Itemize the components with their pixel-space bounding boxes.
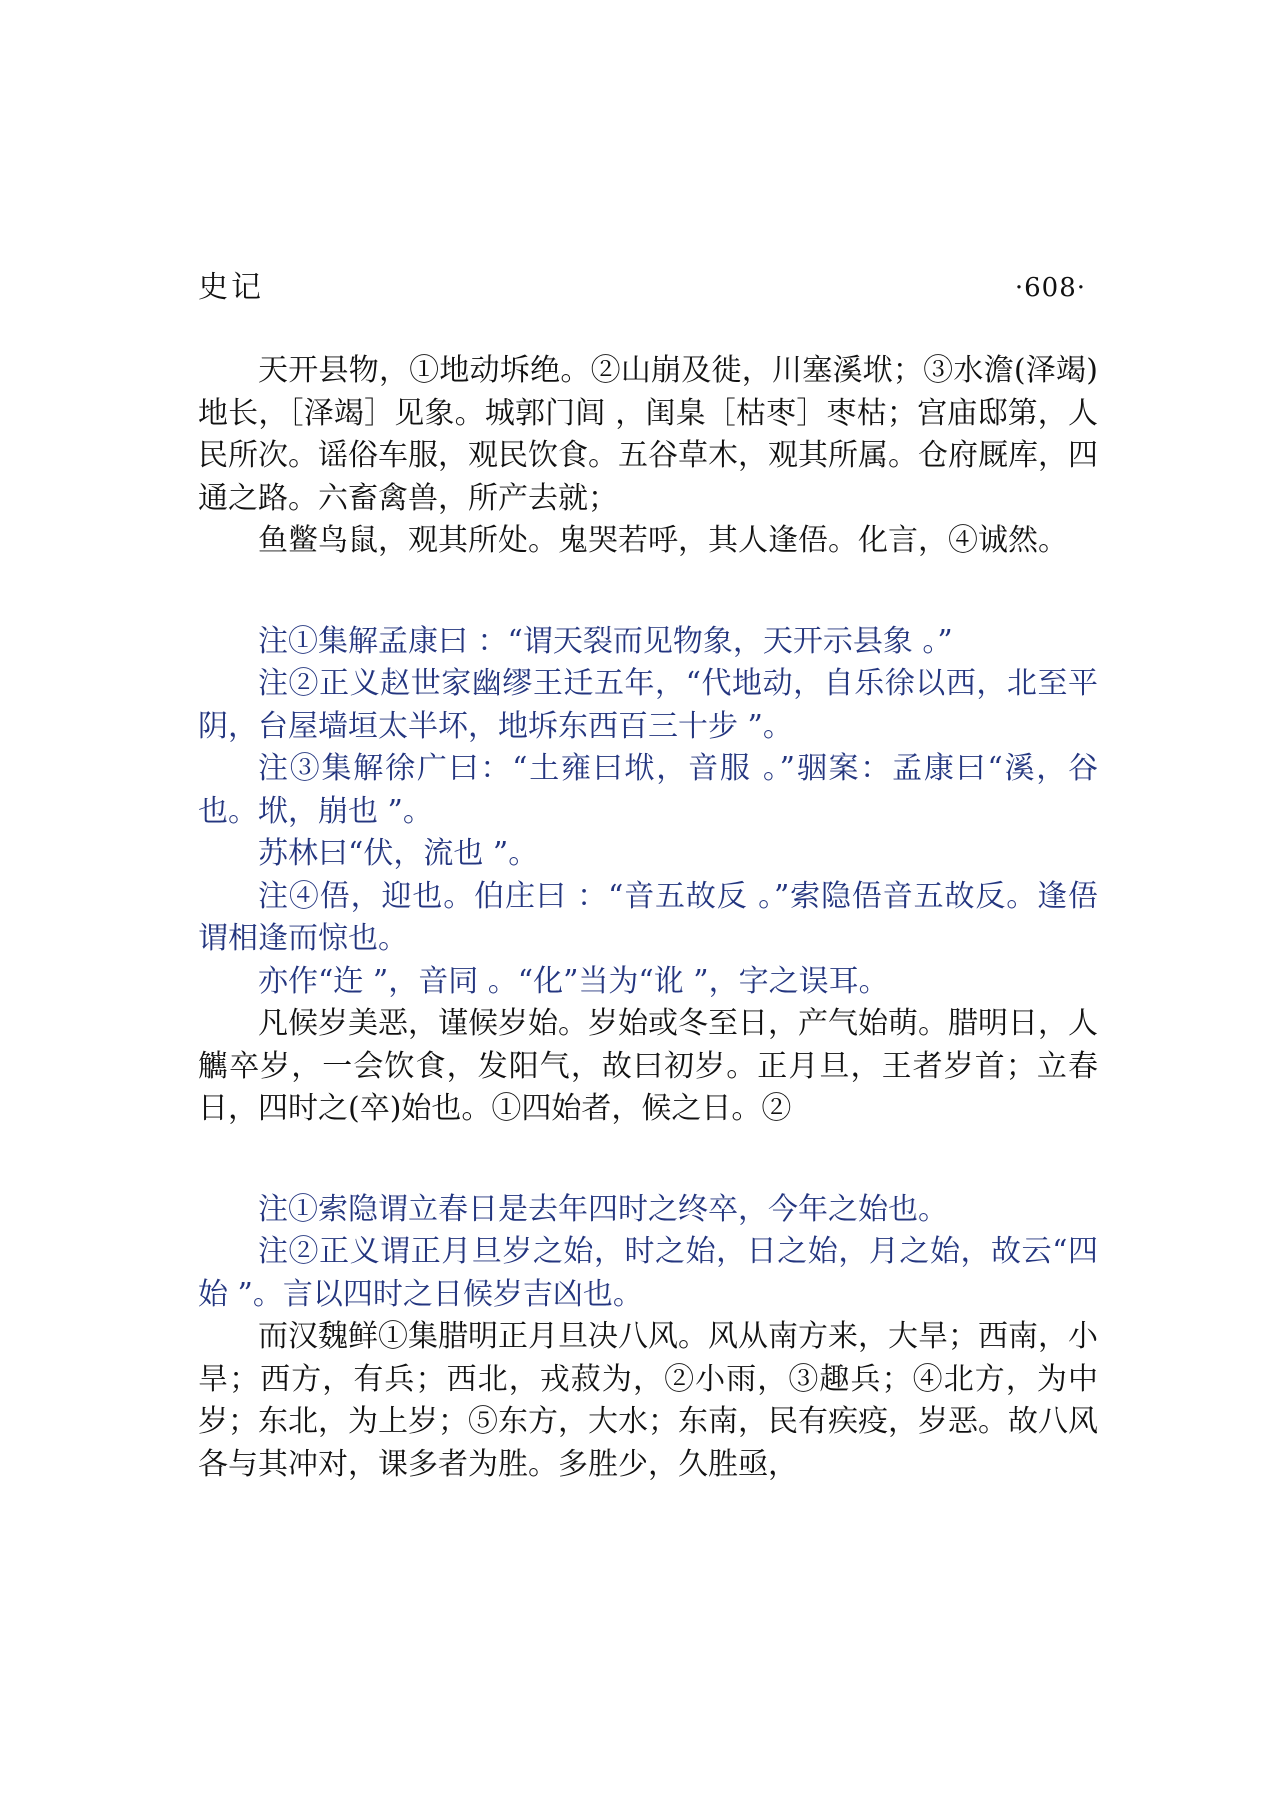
main-paragraph: 而汉魏鲜①集腊明正月旦决八风。风从南方来，大旱；西南，小旱；西方，有兵；西北，戎菽为，②小雨，③趣兵；④北方，为中岁；东北，为上岁；⑤东方，大水；东南，民有疾疫，岁恶。故八风各与其冲对，课多者为胜。多胜少，久胜亟， [198, 1319, 1098, 1482]
note-paragraph: 苏林曰“伏，流也 ”。 [258, 836, 539, 871]
main-paragraph: 天开县物，①地动坼绝。②山崩及徙，川塞溪垘；③水澹(泽竭)地长，［泽竭］见象。城郭门闾 ，闺臬［枯枣］枣枯；宫庙邸第，人民所次。谣俗车服，观民饮食。五谷草木，观其所属。仓府厩库，四通之路。六畜禽兽，所产去就； [198, 353, 1098, 516]
notes-block [198, 621, 1098, 1004]
notes-block [198, 1189, 1098, 1317]
note-paragraph: 注④俉，迎也。伯庄曰 ：“音五故反 。”索隐俉音五故反。逢俉谓相逢而惊也。 [198, 878, 1098, 956]
note-paragraph: 亦作“迕 ”，音同 。“化”当为“讹 ”，字之误耳。 [258, 963, 889, 999]
section-gap [198, 563, 1098, 621]
page-number: ·608· [1014, 273, 1086, 303]
note-paragraph: 注②正义赵世家幽缪王迁五年，“代地动，自乐徐以西，北至平阴，台屋墙垣太半坏，地坼东西百三十步 ”。 [198, 666, 1098, 744]
book-title: 史记 [198, 270, 264, 305]
page-header [198, 268, 1086, 308]
note-paragraph: 注②正义谓正月旦岁之始，时之始，日之始，月之始，故云“四始 ”。言以四时之日候岁吉凶也。 [198, 1234, 1098, 1312]
section-gap [198, 1131, 1098, 1189]
main-text-block [198, 1003, 1098, 1131]
note-paragraph: 注①集解孟康曰 ：“谓天裂而见物象，天开示县象 。” [258, 623, 953, 659]
main-paragraph: 鱼鳖鸟鼠，观其所处。鬼哭若呼，其人逢俉。化言，④诚然。 [258, 523, 1068, 558]
note-paragraph: 注③集解徐广曰：“土雍曰垘，音服 。”骃案：孟康曰“溪，谷也。垘，崩也 ”。 [198, 751, 1098, 829]
main-text-block [198, 1316, 1098, 1486]
main-text-block [198, 350, 1098, 563]
body-text [198, 350, 1098, 1486]
note-paragraph: 注①索隐谓立春日是去年四时之终卒，今年之始也。 [258, 1191, 948, 1227]
main-paragraph: 凡候岁美恶，谨候岁始。岁始或冬至日，产气始萌。腊明日，人觽卒岁，一会饮食，发阳气，故曰初岁。正月旦，王者岁首；立春日，四时之(卒)始也。①四始者，候之日。② [198, 1006, 1098, 1126]
